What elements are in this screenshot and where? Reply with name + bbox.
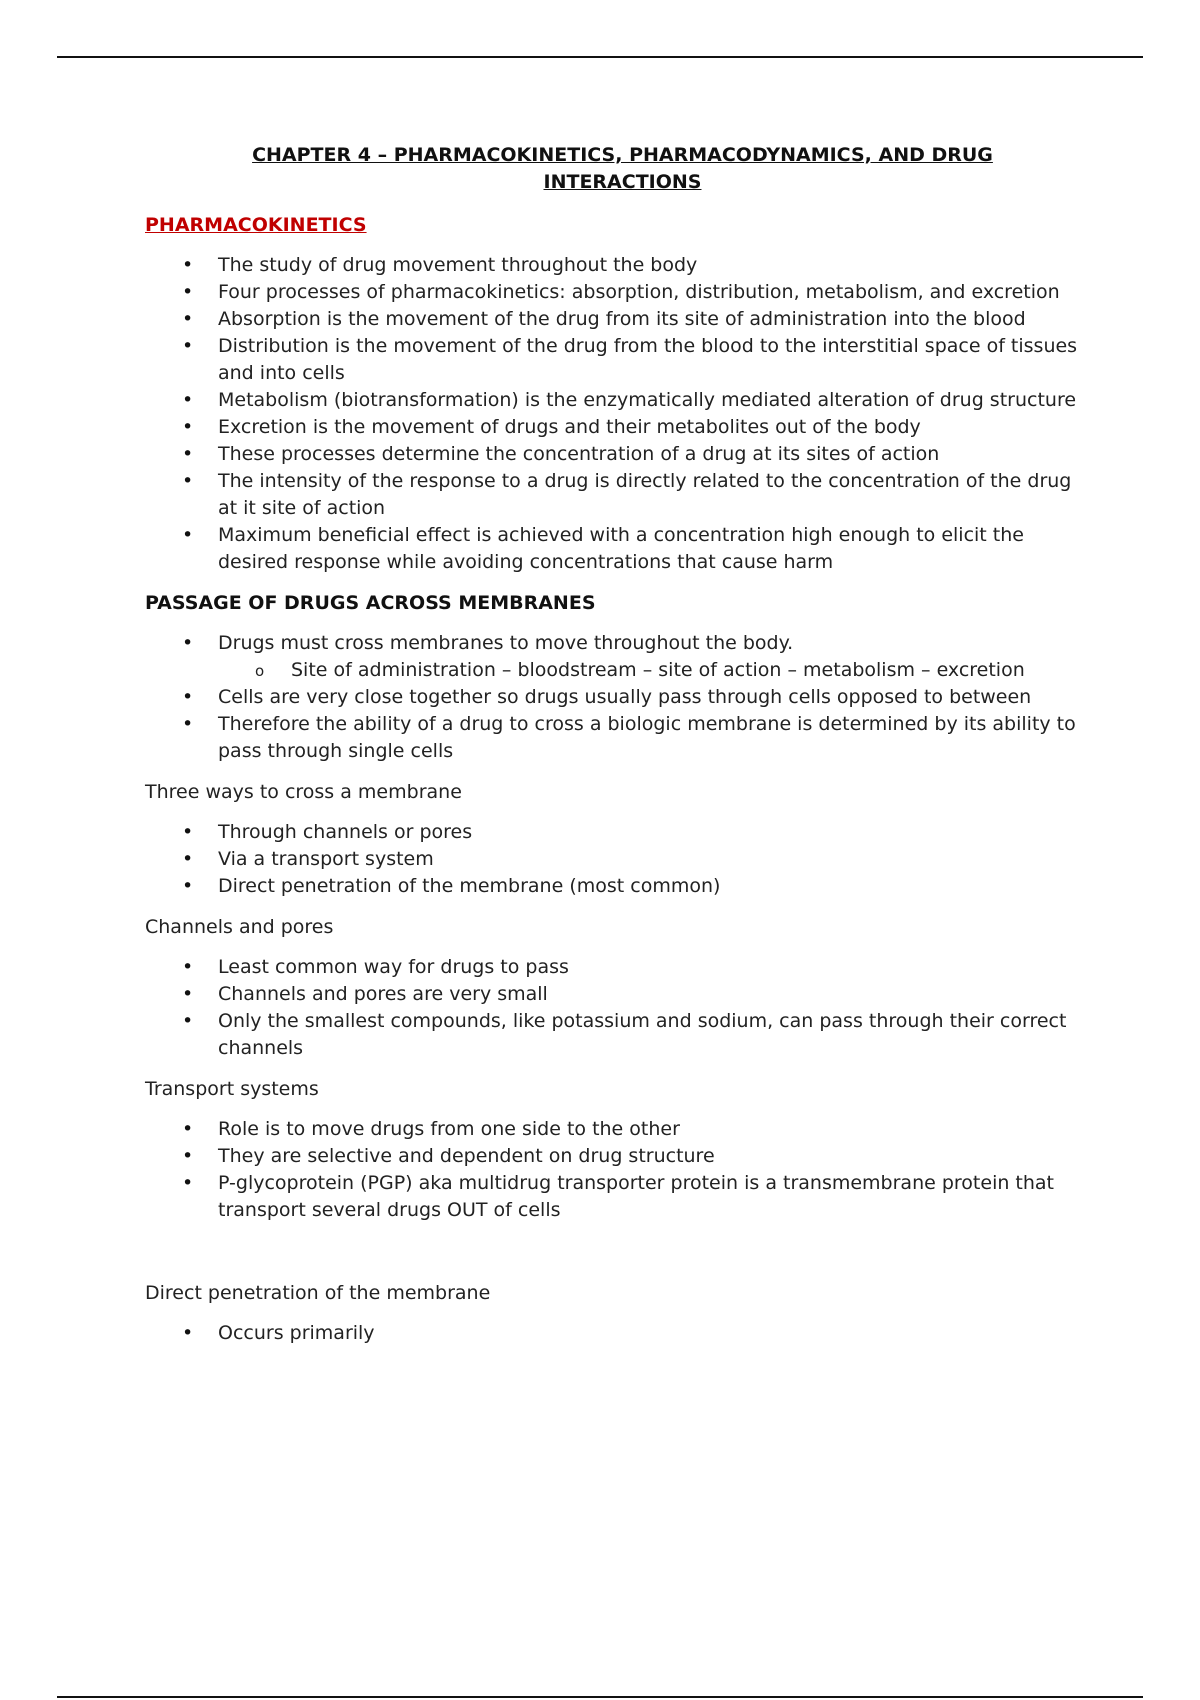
list-item: • Drugs must cross membranes to move throughout the body. o Site of administration – bloodstream – site of action – metabolism – excretion [145, 630, 1090, 684]
list-item: • They are selective and dependent on drug structure [145, 1143, 1090, 1170]
list-item: • Direct penetration of the membrane (most common) [145, 873, 1090, 900]
bullet-icon: • [182, 308, 194, 330]
bullet-icon: • [182, 1172, 194, 1194]
bullet-icon: • [182, 686, 194, 708]
three-ways-heading: Three ways to cross a membrane [145, 781, 462, 803]
three-ways-list [145, 819, 1090, 900]
list-item: • P-glycoprotein (PGP) aka multidrug transporter protein is a transmembrane protein that transport several drugs OUT of cells [182, 1172, 1055, 1221]
chapter-title [145, 142, 1090, 196]
transport-heading: Transport systems [145, 1078, 319, 1100]
list-item: • The intensity of the response to a drug is directly related to the concentration of the drug at it site of action [182, 470, 1072, 519]
sub-bullet-icon: o [255, 662, 265, 680]
list-item: • Occurs primarily [145, 1320, 1090, 1347]
list-item: • Cells are very close together so drugs usually pass through cells opposed to between [145, 684, 1090, 711]
passage-list [145, 630, 1090, 765]
bullet-icon: • [182, 335, 194, 357]
list-item: • Via a transport system [145, 846, 1090, 873]
list-item: • These processes determine the concentration of a drug at its sites of action [145, 441, 1090, 468]
bottom-rule [57, 1696, 1143, 1698]
bullet-icon: • [182, 1010, 194, 1032]
list-item: • Channels and pores are very small [145, 981, 1090, 1008]
list-item: • Maximum beneficial effect is achieved with a concentration high enough to elicit the desired response while avoiding concentrations that cause harm [182, 524, 1024, 573]
list-item: • Least common way for drugs to pass [145, 954, 1090, 981]
spacer [145, 1238, 1090, 1280]
transport-list [145, 1116, 1090, 1224]
passage-heading: PASSAGE OF DRUGS ACROSS MEMBRANES [145, 592, 596, 614]
bullet-icon: • [182, 443, 194, 465]
passage-sublist [218, 657, 1090, 684]
chapter-title-line-2: INTERACTIONS [543, 171, 702, 193]
bullet-icon: • [182, 632, 194, 654]
chapter-title-line-1: CHAPTER 4 – PHARMACOKINETICS, PHARMACODYNAMICS, AND DRUG [252, 144, 993, 166]
list-item: • Through channels or pores [145, 819, 1090, 846]
list-item: • Absorption is the movement of the drug from its site of administration into the blood [145, 306, 1090, 333]
direct-heading: Direct penetration of the membrane [145, 1282, 491, 1304]
list-item: • Role is to move drugs from one side to the other [145, 1116, 1090, 1143]
sub-list-item: o Site of administration – bloodstream – site of action – metabolism – excretion [218, 657, 1090, 684]
bullet-icon: • [182, 1322, 194, 1344]
bullet-icon: • [182, 956, 194, 978]
bullet-icon: • [182, 389, 194, 411]
channels-list [145, 954, 1090, 1062]
bullet-icon: • [182, 875, 194, 897]
bullet-icon: • [182, 848, 194, 870]
bullet-icon: • [182, 524, 194, 546]
bullet-icon: • [182, 713, 194, 735]
list-item: • The study of drug movement throughout the body [145, 252, 1090, 279]
bullet-icon: • [182, 1118, 194, 1140]
list-item: • Metabolism (biotransformation) is the enzymatically mediated alteration of drug structure [145, 387, 1090, 414]
list-item: • Distribution is the movement of the drug from the blood to the interstitial space of tissues and into cells [182, 335, 1078, 384]
direct-list [145, 1320, 1090, 1347]
document-body [145, 142, 1090, 1361]
top-rule [57, 56, 1143, 58]
pharmacokinetics-heading: PHARMACOKINETICS [145, 214, 367, 236]
bullet-icon: • [182, 254, 194, 276]
bullet-icon: • [182, 416, 194, 438]
bullet-icon: • [182, 1145, 194, 1167]
list-item: • Only the smallest compounds, like potassium and sodium, can pass through their correct channels [182, 1010, 1067, 1059]
bullet-icon: • [182, 983, 194, 1005]
list-item: • Therefore the ability of a drug to cross a biologic membrane is determined by its ability to pass through single cells [182, 713, 1076, 762]
list-item: • Excretion is the movement of drugs and their metabolites out of the body [145, 414, 1090, 441]
pharmacokinetics-list [145, 252, 1090, 576]
bullet-icon: • [182, 281, 194, 303]
bullet-icon: • [182, 470, 194, 492]
bullet-icon: • [182, 821, 194, 843]
channels-heading: Channels and pores [145, 916, 334, 938]
list-item: • Four processes of pharmacokinetics: absorption, distribution, metabolism, and excretion [145, 279, 1090, 306]
